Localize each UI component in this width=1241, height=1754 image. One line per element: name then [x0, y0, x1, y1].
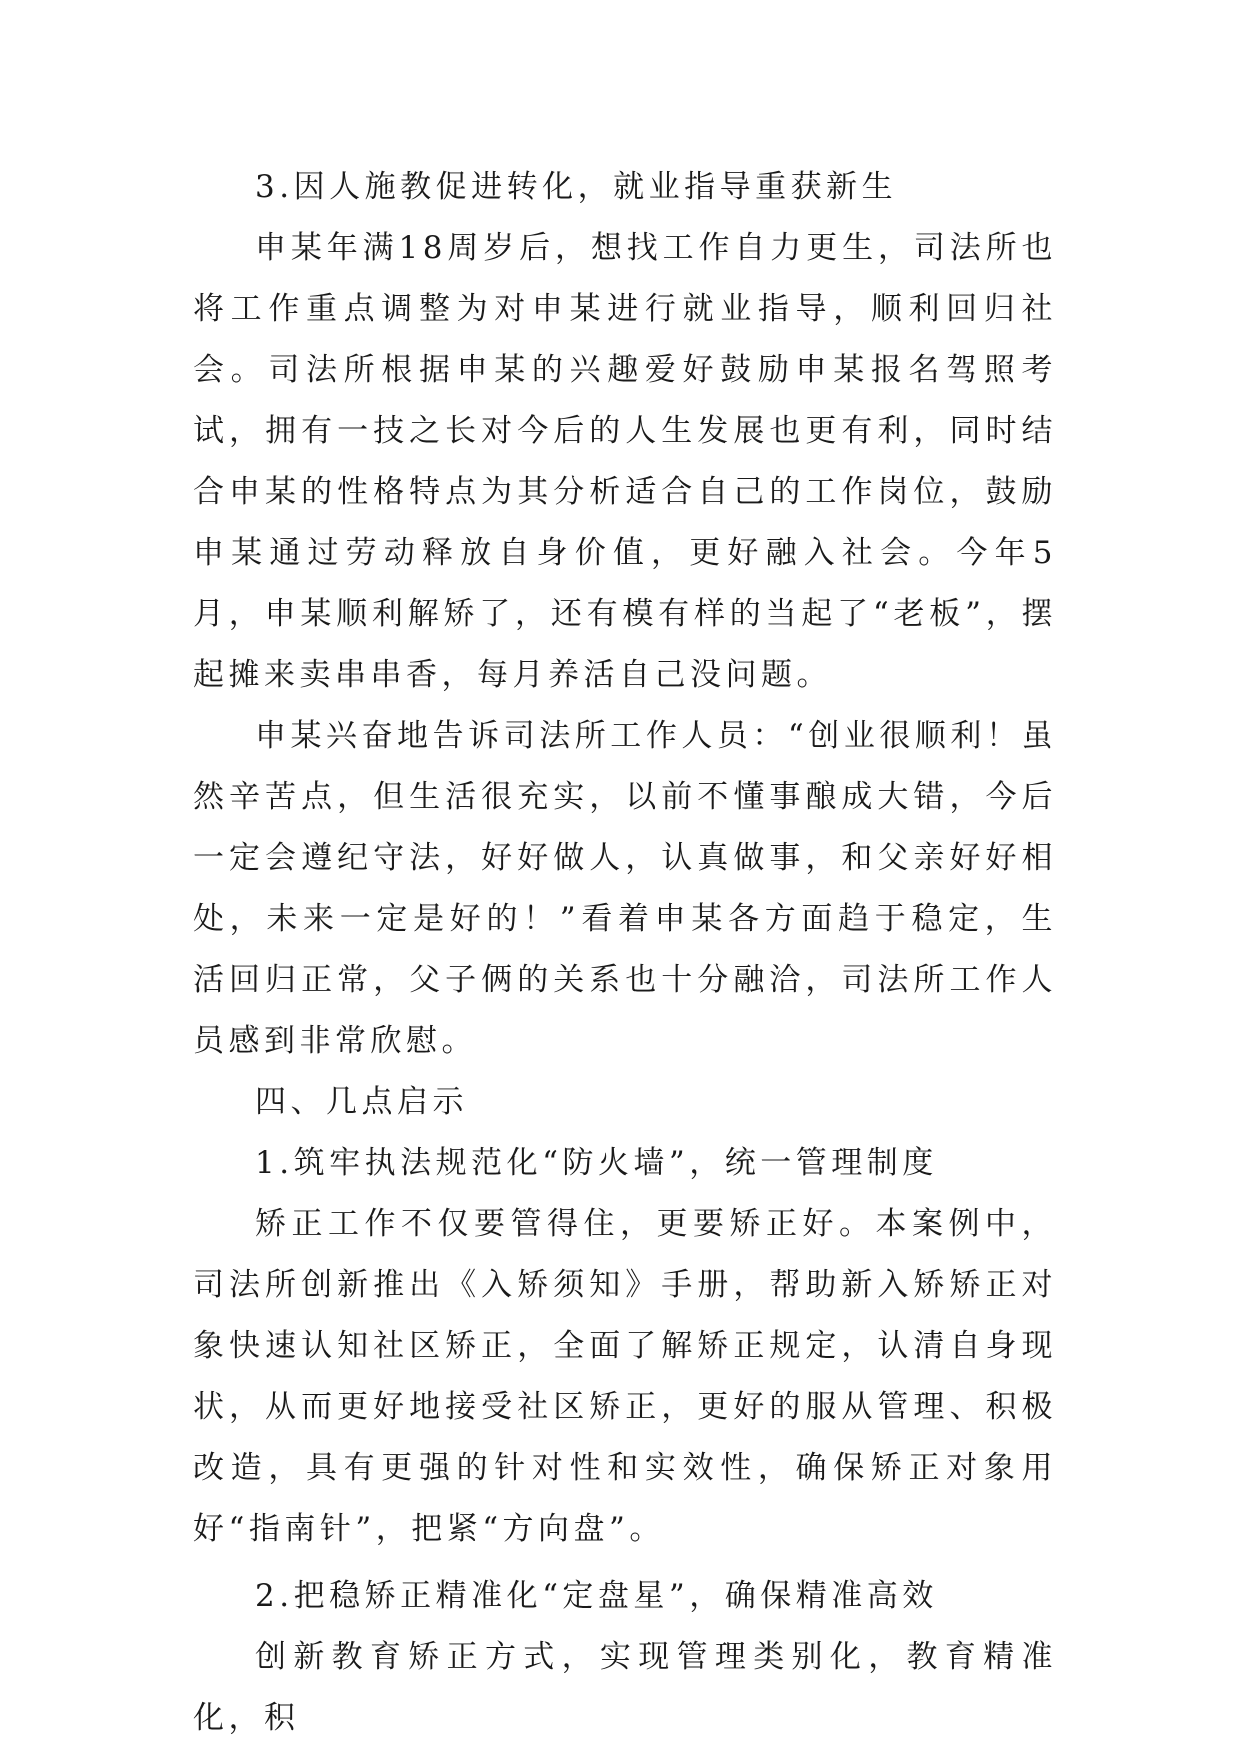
section-heading-3: 3.因人施教促进转化，就业指导重获新生 [255, 169, 898, 205]
paragraph-innovation: 创新教育矫正方式，实现管理类别化，教育精准化，积 [193, 1639, 1057, 1736]
section-heading-1: 1.筑牢执法规范化“防火墙”，统一管理制度 [255, 1145, 938, 1181]
section-heading-four: 四、几点启示 [255, 1084, 468, 1120]
paragraph-employment-guidance: 申某年满18周岁后，想找工作自力更生，司法所也将工作重点调整为对申某进行就业指导，顺利回归社会。司法所根据申某的兴趣爱好鼓励申某报名驾照考试，拥有一技之长对今后的人生发展也更有利，同时结合申某的性格特点为其分析适合自己的工作岗位，鼓励申某通过劳动释放自身价值，更好融入社会。今年5月，申某顺利解矫了，还有模有样的当起了“老板”，摆起摊来卖串串香，每月养活自己没问题。 [193, 230, 1057, 693]
document-body [193, 157, 1057, 1749]
paragraph-quote: 申某兴奋地告诉司法所工作人员：“创业很顺利！虽然辛苦点，但生活很充实，以前不懂事酿成大错，今后一定会遵纪守法，好好做人，认真做事，和父亲好好相处，未来一定是好的！”看着申某各方面趋于稳定，生活回归正常，父子俩的关系也十分融洽，司法所工作人员感到非常欣慰。 [193, 718, 1057, 1059]
paragraph-correction-work: 矫正工作不仅要管得住，更要矫正好。本案例中，司法所创新推出《入矫须知》手册，帮助新入矫矫正对象快速认知社区矫正，全面了解矫正规定，认清自身现状，从而更好地接受社区矫正，更好的服从管理、积极改造，具有更强的针对性和实效性，确保矫正对象用好“指南针”，把紧“方向盘”。 [193, 1206, 1057, 1547]
section-heading-2: 2.把稳矫正精准化“定盘星”，确保精准高效 [255, 1578, 938, 1614]
